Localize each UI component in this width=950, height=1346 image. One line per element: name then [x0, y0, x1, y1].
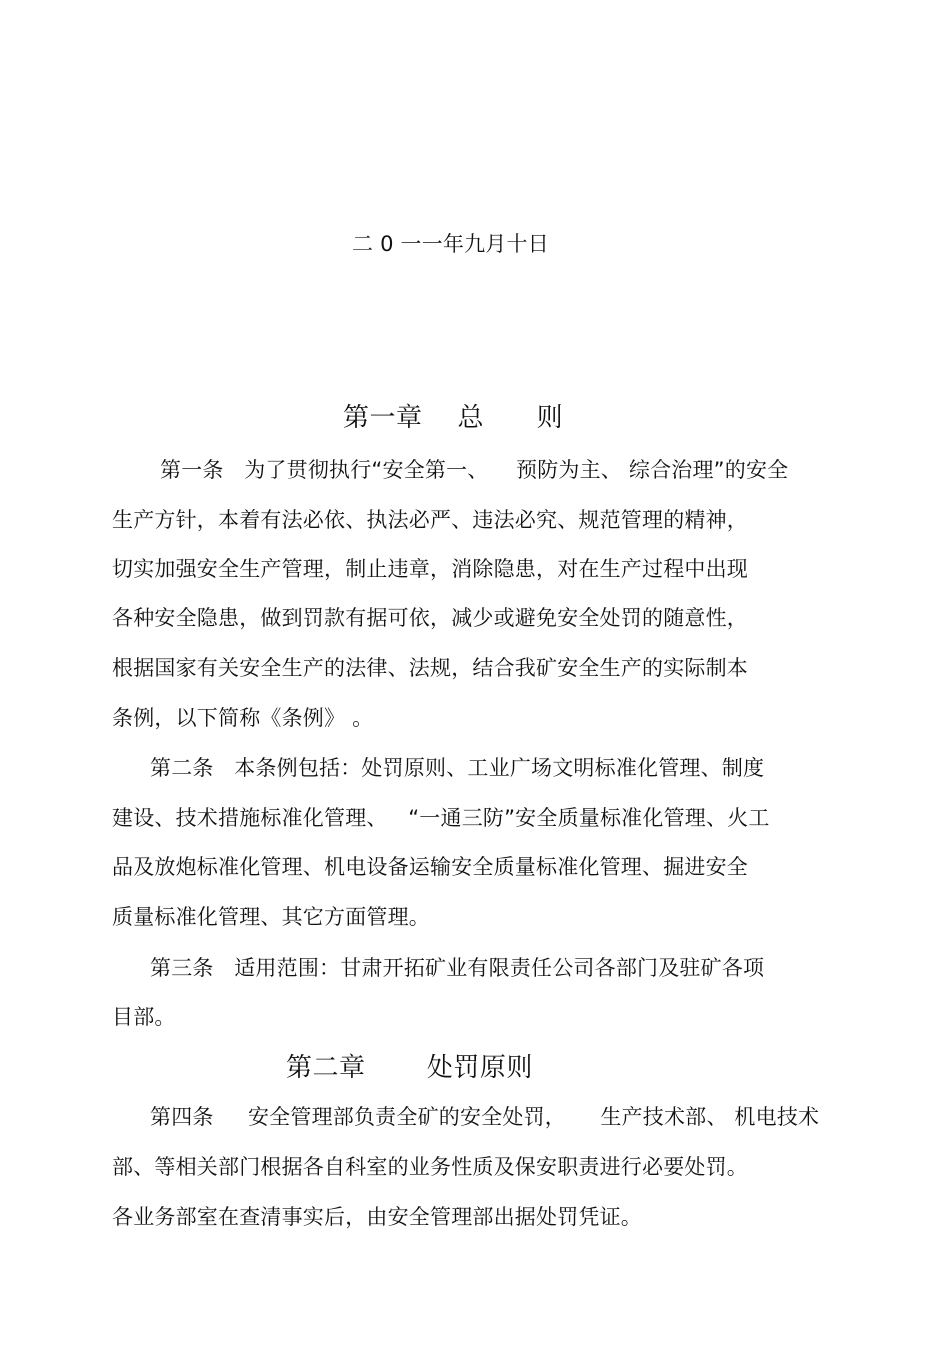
article-2-line-1: 第二条 本条例包括：处罚原则、工业广场文明标准化管理、制度 — [150, 756, 765, 780]
article-1-line-5: 根据国家有关安全生产的法律、法规，结合我矿安全生产的实际制本 — [112, 656, 748, 680]
article-3-line-2: 目部。 — [112, 1005, 176, 1029]
chapter-2-title: 第二章 处罚原则 — [286, 1053, 533, 1083]
article-3-line-1: 第三条 适用范围：甘肃开拓矿业有限责任公司各部门及驻矿各项 — [150, 956, 765, 980]
chapter-1-title: 第一章 总 则 — [343, 403, 564, 433]
article-4-line-1: 第四条 安全管理部负责全矿的安全处罚， 生产技术部、 机电技术 — [150, 1105, 820, 1129]
article-4-line-3: 各业务部室在查清事实后，由安全管理部出据处罚凭证。 — [112, 1205, 642, 1229]
article-2-line-3: 品及放炮标准化管理、机电设备运输安全质量标准化管理、掘进安全 — [112, 855, 748, 879]
document-date: 二 0 一一年九月十日 — [352, 232, 549, 256]
article-1-line-3: 切实加强安全生产管理，制止违章，消除隐患，对在生产过程中出现 — [112, 557, 748, 581]
article-1-line-6: 条例，以下简称《条例》 。 — [112, 706, 374, 730]
article-1-line-1: 第一条 为了贯彻执行“安全第一、 预防为主、 综合治理”的安全 — [160, 458, 789, 482]
article-1-line-4: 各种安全隐患，做到罚款有据可依，减少或避免安全处罚的随意性， — [112, 606, 748, 630]
article-1-line-2: 生产方针，本着有法必依、执法必严、违法必究、规范管理的精神， — [112, 508, 748, 532]
article-2-line-4: 质量标准化管理、其它方面管理。 — [112, 905, 430, 929]
article-4-line-2: 部、等相关部门根据各自科室的业务性质及保安职责进行必要处罚。 — [112, 1155, 748, 1179]
article-2-line-2: 建设、技术措施标准化管理、 “一通三防”安全质量标准化管理、火工 — [112, 806, 770, 830]
